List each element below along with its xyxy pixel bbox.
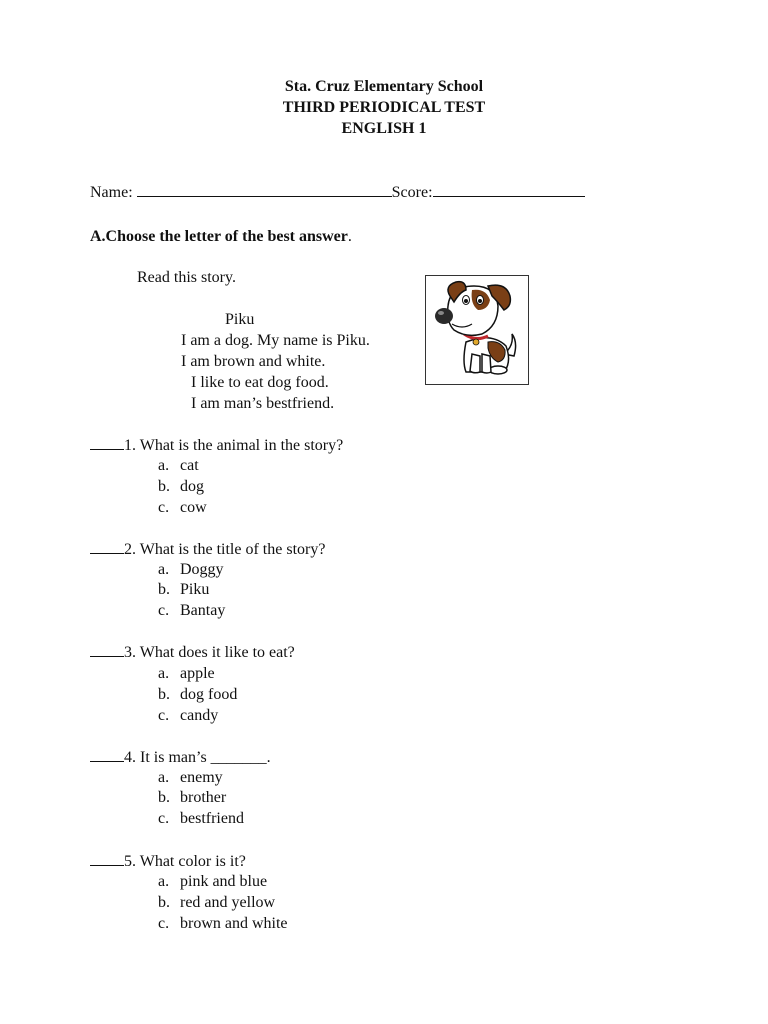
choice-text: cat: [180, 457, 199, 474]
choice-letter: c.: [158, 915, 170, 932]
choice-text: brother: [180, 789, 227, 806]
question: [90, 642, 295, 663]
choice-text: enemy: [180, 769, 223, 786]
choice-text: bestfriend: [180, 810, 244, 827]
choice: [158, 601, 225, 621]
answer-blank: [90, 539, 124, 554]
choice: [158, 809, 244, 829]
choice-text: apple: [180, 665, 215, 682]
choice-text: candy: [180, 707, 219, 724]
section-a-heading: [90, 227, 352, 247]
choice-letter: a.: [158, 769, 170, 786]
answer-blank: [90, 435, 124, 450]
question-prompt: 1. What is the animal in the story?: [124, 437, 344, 454]
answer-blank: [90, 851, 124, 866]
choice-text: brown and white: [180, 915, 288, 932]
choice: [158, 914, 288, 934]
name-score-line: [90, 182, 585, 203]
story-line: I am man’s bestfriend.: [191, 395, 335, 412]
question: [90, 539, 325, 560]
choice-letter: c.: [158, 810, 170, 827]
subject-title: ENGLISH 1: [341, 120, 427, 137]
choice-letter: c.: [158, 602, 170, 619]
choice-letter: c.: [158, 499, 170, 516]
question: [90, 747, 271, 768]
dog-illustration: [426, 276, 528, 384]
section-a-heading-text: A.Choose the letter of the best answer: [90, 228, 348, 245]
choice-text: pink and blue: [180, 873, 268, 890]
choice-text: Piku: [180, 581, 210, 598]
question-prompt: 3. What does it like to eat?: [124, 644, 295, 661]
story-line: I am brown and white.: [181, 353, 326, 370]
choice-letter: a.: [158, 873, 170, 890]
choice: [158, 788, 226, 808]
question: [90, 851, 246, 872]
question: [90, 435, 343, 456]
question-prompt: 2. What is the title of the story?: [124, 541, 326, 558]
score-blank: [433, 182, 585, 197]
choice: [158, 685, 237, 705]
choice: [158, 872, 267, 892]
name-blank: [137, 182, 392, 197]
story-intro: Read this story.: [137, 269, 236, 286]
choice: [158, 706, 218, 726]
choice-letter: c.: [158, 707, 170, 724]
answer-blank: [90, 747, 124, 762]
choice: [158, 893, 275, 913]
choice: [158, 664, 215, 684]
story-line: I like to eat dog food.: [191, 374, 329, 391]
name-label: Name:: [90, 184, 137, 201]
choice-letter: b.: [158, 894, 170, 911]
choice-letter: a.: [158, 457, 170, 474]
choice-letter: a.: [158, 665, 170, 682]
choice: [158, 498, 207, 518]
choice: [158, 768, 223, 788]
dog-image-frame: [425, 275, 529, 385]
choice-text: dog: [180, 478, 204, 495]
school-name: Sta. Cruz Elementary School: [284, 78, 484, 95]
question-prompt: 4. It is man’s _______.: [124, 749, 271, 766]
choice: [158, 560, 224, 580]
choice-text: Doggy: [180, 561, 224, 578]
choice-letter: b.: [158, 581, 170, 598]
story-title: Piku: [225, 311, 255, 328]
choice: [158, 456, 199, 476]
choice-text: dog food: [180, 686, 238, 703]
choice-letter: b.: [158, 478, 170, 495]
section-a-heading-period: .: [347, 228, 352, 245]
score-label: Score:: [391, 184, 433, 201]
choice-letter: b.: [158, 789, 170, 806]
choice: [158, 477, 204, 497]
choice-letter: a.: [158, 561, 170, 578]
answer-blank: [90, 642, 124, 657]
test-title: THIRD PERIODICAL TEST: [282, 99, 486, 116]
choice-text: red and yellow: [180, 894, 276, 911]
choice-letter: b.: [158, 686, 170, 703]
choice-text: Bantay: [180, 602, 226, 619]
choice-text: cow: [180, 499, 207, 516]
question-prompt: 5. What color is it?: [124, 853, 246, 870]
story-line: I am a dog. My name is Piku.: [181, 332, 370, 349]
choice: [158, 580, 209, 600]
